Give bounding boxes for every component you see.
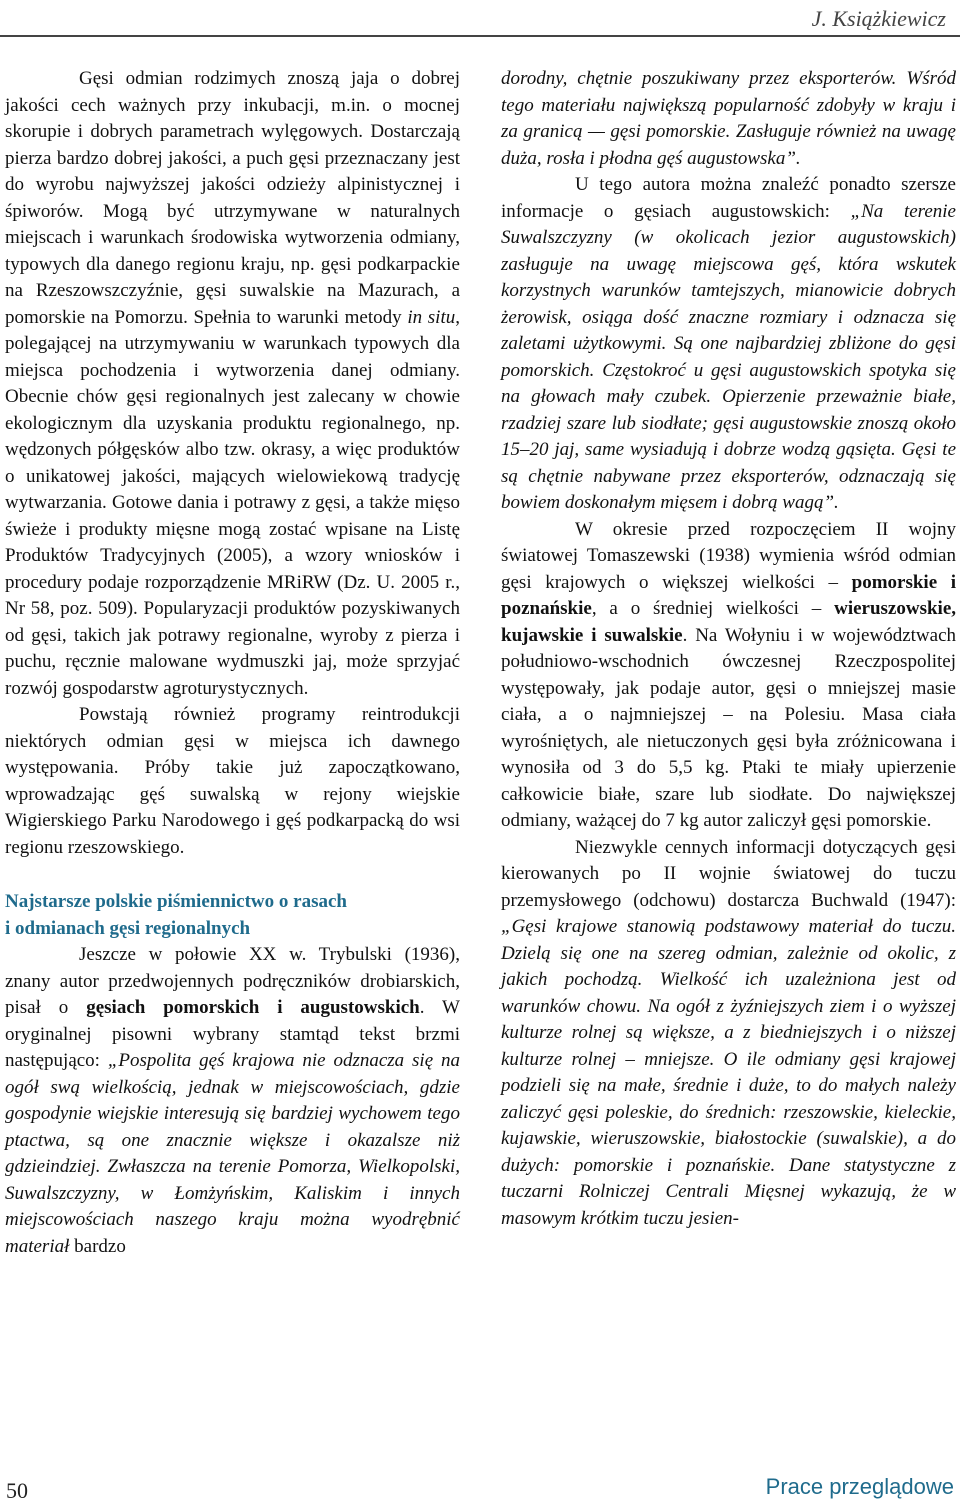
paragraph	[5, 66, 460, 702]
bold-term: gęsiach pomorskich i augustowskich	[86, 997, 420, 1018]
right-column	[501, 66, 956, 1232]
paragraph	[5, 942, 460, 1260]
header-divider	[0, 35, 960, 37]
page-number: 50	[6, 1478, 28, 1503]
text-run: Gęsi odmian rodzimych znoszą jaja o dobrej jakości cech ważnych przy inkubacji, m.in. o mocnej skorupie i dobrych parametrach wylęgowych. Dostarczają pierza bardzo dobrej jakości, a puch gęsi przeznaczany jest do wyrobu najwyższej jakości odzieży alpinistycznej i śpiworów. Mogą być utrzymywane w naturalnych miejscach i warunkach środowiska wytworzenia odmiany, typowych dla danego regionu kraju, np. gęsi podkarpackie na Rzeszowszczyźnie, gęsi suwalskie na Mazurach, a pomorskie na Pomorzu. Spełnia to warunki metody	[5, 68, 460, 328]
paragraph	[501, 835, 956, 1233]
left-column	[5, 66, 460, 1260]
text-run: Jeszcze w połowie XX w. Trybulski (1936), znany autor przedwojennych podręczników drobiarskich, pisał o	[5, 944, 460, 1018]
running-title: J. Książkiewicz	[811, 6, 946, 31]
quotation: „Gęsi krajowe stanowią podstawowy materiał do tuczu. Dzielą się one na szereg odmian, zależnie od okolic, z jakich pochodzą. Wielkość ich uzależniona jest od warunków chowu. Na ogół z żyźniejszych ziem i o wyższej kulturze rolnej są większe, a z biedniejszych i o niższej kulturze rolnej – mniejsze. O ile odmiany gęsi krajowej podzieli się na małe, średnie i duże, to do małych należy zaliczyć gęsi poleskie, do średnich: rzeszowskie, kieleckie, kujawskie, wieruszowskie, białostockie (suwalskie), a do dużych: pomorskie i poznańskie. Dane statystyczne z tuczarni Rolniczej Centrali Mięsnej wykazują, że w masowym krótkim tuczu jesien-	[501, 916, 956, 1229]
text-run: , polegającej na utrzymywaniu w warunkach typowych dla miejsca pochodzenia i wytworzenia danej odmiany. Obecnie chów gęsi regionalnych jest zalecany w chowie ekologicznym dla uzyskania produktu regionalnego, np. wędzonych półgęsków albo tzw. okrasy, a więc produktów o unikatowej jakości, mających wielowiekową tradycję wytwarzania. Gotowe dania i potrawy z gęsi, a także mięso świeże i produkty mięsne mogą zostać wpisane na Listę Produktów Tradycyjnych (2005), a wzory wniosków i procedury podaje rozporządzenie MRiRW (Dz. U. 2005 r., Nr 58, poz. 509). Popularyzacji produktów pozyskiwanych od gęsi, takich jak potrawy regionalne, wyroby z pierza i puchu, ręcznie malowane wydmuszki jaj, może sprzyjać rozwój gospodarstw agroturystycznych.	[5, 306, 460, 699]
paragraph	[501, 66, 956, 172]
paragraph: Powstają również programy reintrodukcji niektórych odmian gęsi w miejsca ich dawnego występowania. Próby takie już zapoczątkowano, wprowadzając gęś suwalską w rejony wiejskie Wigierskiego Parku Narodowego i gęś podkarpacką do wsi regionu rzeszowskiego.	[5, 704, 460, 858]
quotation: „Pospolita gęś krajowa nie odznacza się na ogół swą wielkością, jednak w miejscowościach, gdzie gospodynie wiejskie interesują się bardziej wychowem tego ptactwa, są one znacznie większe i okazalsze niż gdzieindziej. Zwłaszcza na terenie Pomorza, Wielkopolski, Suwalszczyzny, w Łomżyńskim, Kaliskim i innych miejscowościach naszego kraju można wyodrębnić materiał	[5, 1050, 460, 1257]
text-run: bardzo	[69, 1235, 126, 1257]
section-heading-line: i odmianach gęsi regionalnych	[5, 917, 251, 939]
bold-term: wieruszowskie, kujawskie i suwalskie	[501, 598, 956, 646]
italic-term: in situ	[407, 306, 456, 328]
text-run: . Na Wołyniu i w województwach południowo-wschodnich ówczesnej Rzeczpospolitej występowały, jak podaje autor, gęsi o mniejszej masie ciała, a o najmniejszej – na Polesiu. Masa ciała wyrośniętych, ale nietuczonych gęsi była zróżnicowana i wynosiła od 3 do 5,5 kg. Ptaki te miały upierzenie całkowicie białe, szare lub siodłate. Do największej odmiany, ważącej do 7 kg autor zaliczył gęsi pomorskie.	[501, 624, 956, 831]
bold-term: pomorskie i poznańskie	[501, 571, 957, 619]
text-run: . W oryginalnej pisowni wybrany stamtąd tekst brzmi następująco:	[5, 997, 460, 1071]
paragraph	[501, 517, 956, 835]
quotation: „Na terenie Suwalszczyzny (w okolicach jezior augustowskich) zasługuje na uwagę miejscowa gęś, która wskutek korzystnych warunków tamtejszych, mianowicie dobrych żerowisk, osiąga dość znaczne rozmiary i odznacza się zaletami użytkowymi. Są one najbardziej zbliżone do gęsi pomorskich. Częstokroć u gęsi augustowskich spotyka się na głowach mały czubek. Opierzenie przeważnie białe, rzadziej szare lub siodłate; gęsi augustowskie znoszą około 15–20 jaj, same wysiadują i dobrze wodzą gąsięta. Gęsi te są chętnie nabywane przez eksporterów, odznaczają się bowiem doskonałym mięsem i dobrą wagą”.	[501, 200, 956, 513]
section-heading	[5, 889, 460, 942]
paragraph	[501, 172, 956, 517]
section-heading-line: Najstarsze polskie piśmiennictwo o rasach	[5, 891, 347, 912]
text-run: , a o średniej wielkości –	[591, 598, 835, 619]
quotation: dorodny, chętnie poszukiwany przez eksporterów. Wśród tego materiału największą popularność zdobyły w kraju i za granicą — gęsi pomorskie. Zasługuje również na uwagę duża, rosła i płodna gęś augustowska”.	[501, 68, 956, 169]
text-run: Niezwykle cennych informacji dotyczących gęsi kierowanych po II wojnie światowej do tuczu przemysłowego (odchowu) dostarcza Buchwald (1947):	[501, 836, 956, 911]
text-run: W okresie przed rozpoczęciem II wojny światowej Tomaszewski (1938) wymienia wśród odmian gęsi krajowych o większej wielkości –	[501, 518, 956, 593]
text-run: U tego autora można znaleźć ponadto szersze informacje o gęsiach augustowskich:	[501, 174, 956, 222]
journal-title: Prace przeglądowe	[765, 1474, 954, 1499]
